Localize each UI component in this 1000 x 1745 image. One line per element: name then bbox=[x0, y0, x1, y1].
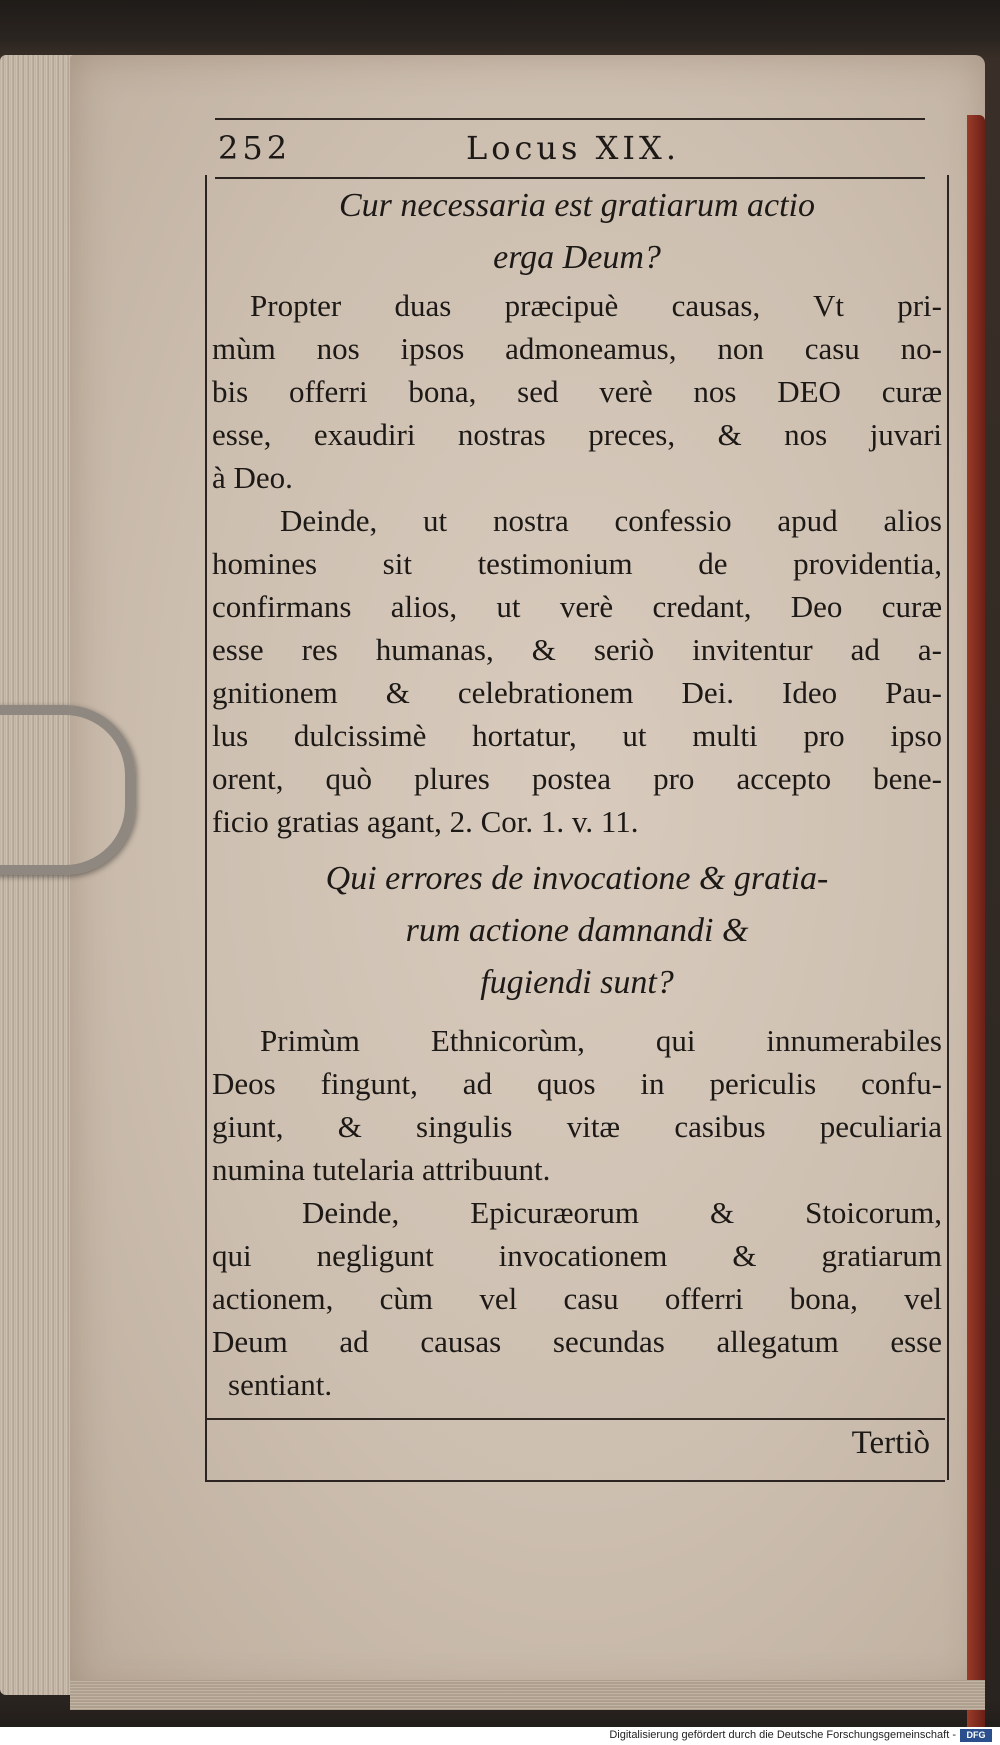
text-line: actionem, cùm vel casu offerri bona, vel bbox=[212, 1281, 942, 1316]
question-line: fugiendi sunt? bbox=[480, 964, 674, 1001]
running-title: Locus XIX. bbox=[465, 129, 680, 167]
question-line: erga Deum? bbox=[493, 239, 661, 276]
text-line: ficio gratias agant, 2. Cor. 1. v. 11. bbox=[212, 804, 639, 839]
page-edges-bottom bbox=[70, 1680, 985, 1710]
text-line: Primùm Ethnicorùm, qui innumerabiles bbox=[260, 1023, 942, 1058]
question-heading-1 bbox=[212, 180, 942, 284]
text-line: qui negligunt invocationem & gratiarum bbox=[212, 1238, 942, 1273]
catchword: Tertiò bbox=[851, 1425, 930, 1461]
text-line: numina tutelaria attribuunt. bbox=[212, 1152, 551, 1187]
rule-bottom bbox=[205, 1418, 945, 1420]
text-line: sentiant. bbox=[228, 1367, 333, 1402]
text-block bbox=[212, 180, 942, 1406]
text-line: mùm nos ipsos admoneamus, non casu no- bbox=[212, 331, 942, 366]
footer-credit: Digitalisierung gefördert durch die Deutsche Forschungsgemeinschaft - bbox=[609, 1729, 956, 1741]
question-heading-2 bbox=[212, 853, 942, 1009]
paragraph-1 bbox=[212, 284, 942, 499]
page-edge-right bbox=[967, 115, 985, 1745]
text-line: Propter duas præcipuè causas, Vt pri- bbox=[250, 288, 942, 323]
paragraph-2 bbox=[212, 499, 942, 843]
question-line: rum actione damnandi & bbox=[405, 912, 749, 949]
text-line: confirmans alios, ut verè credant, Deo curæ bbox=[212, 589, 942, 624]
text-line: bis offerri bona, sed verè nos DEO curæ bbox=[212, 374, 942, 409]
question-line: Qui errores de invocatione & gratia- bbox=[325, 860, 829, 897]
text-line: Deos fingunt, ad quos in periculis confu- bbox=[212, 1066, 942, 1101]
text-line: Deinde, Epicuræorum & Stoicorum, bbox=[302, 1195, 942, 1230]
question-line: Cur necessaria est gratiarum actio bbox=[339, 187, 815, 224]
text-line: Deinde, ut nostra confessio apud alios bbox=[280, 503, 942, 538]
text-line: lus dulcissimè hortatur, ut multi pro ipso bbox=[212, 718, 942, 753]
text-line: esse, exaudiri nostras preces, & nos juvari bbox=[212, 417, 942, 452]
rule-top bbox=[215, 118, 925, 120]
text-line: esse res humanas, & seriò invitentur ad a- bbox=[212, 632, 942, 667]
paragraph-4 bbox=[212, 1191, 942, 1406]
text-line: orent, quò plures postea pro accepto bene- bbox=[212, 761, 942, 796]
running-head bbox=[218, 122, 928, 174]
text-line: gnitionem & celebrationem Dei. Ideo Pau- bbox=[212, 675, 942, 710]
rule-bottom-frame bbox=[205, 1480, 945, 1482]
text-line: à Deo. bbox=[212, 460, 293, 495]
text-line: Deum ad causas secundas allegatum esse bbox=[212, 1324, 942, 1359]
book-clip bbox=[0, 705, 135, 875]
text-line: giunt, & singulis vitæ casibus peculiaria bbox=[212, 1109, 942, 1144]
page-number: 252 bbox=[218, 129, 292, 167]
paragraph-3 bbox=[212, 1019, 942, 1191]
text-line: homines sit testimonium de providentia, bbox=[212, 546, 942, 581]
dfg-logo: DFG bbox=[960, 1729, 992, 1742]
